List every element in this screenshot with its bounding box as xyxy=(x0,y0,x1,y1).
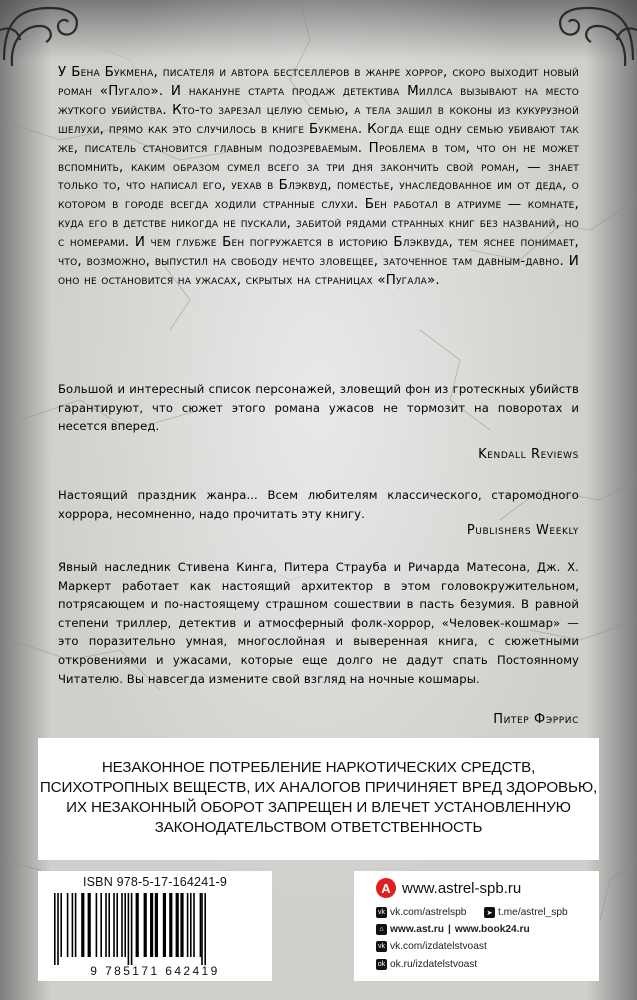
barcode-bar xyxy=(105,893,107,957)
corner-ornament-top-right xyxy=(547,0,637,70)
barcode-bar xyxy=(200,893,202,957)
barcode-bar xyxy=(155,893,158,957)
warning-line-4: ЗАКОНОДАТЕЛЬСТВОМ ОТВЕТСТВЕННОСТЬ xyxy=(154,819,483,836)
barcode-bar xyxy=(201,893,203,965)
barcode-bar xyxy=(150,893,153,957)
telegram-link[interactable] xyxy=(484,907,568,918)
review-quote-1: Большой и интересный список персонажей, зловещий фон из гротескных убийств гарантируют, что сюжет этого романа ужасов не тормозит на поворотах и несется вперед. xyxy=(58,382,579,434)
barcode-bar xyxy=(204,893,206,965)
barcode-bar xyxy=(81,893,84,957)
vk-izd-link[interactable] xyxy=(376,941,487,952)
barcode-bar xyxy=(169,893,172,957)
telegram-url[interactable]: t.me/astrel_spb xyxy=(498,907,568,918)
barcode-bar xyxy=(144,893,147,957)
review-source-1: Kendall Reviews xyxy=(478,447,579,462)
vk-izd-url[interactable]: vk.com/izdatelstvoast xyxy=(390,941,487,952)
barcode-bar xyxy=(72,893,74,957)
barcode-bar xyxy=(124,893,126,957)
barcode-bar xyxy=(180,893,183,957)
barcode-bar xyxy=(190,893,192,957)
warning-line-3: ИХ НЕЗАКОННЫЙ ОБОРОТ ЗАПРЕЩЕН И ВЛЕЧЕТ УСТАНОВЛЕННУЮ xyxy=(66,799,571,816)
barcode-bar xyxy=(100,893,102,957)
warning-line-2: ПСИХОТРОПНЫХ ВЕЩЕСТВ, ИХ АНАЛОГОВ ПРИЧИНЯЕТ ВРЕД ЗДОРОВЬЮ, xyxy=(39,779,598,796)
publisher-contacts-panel xyxy=(354,871,599,981)
astrel-logo-icon: A xyxy=(376,878,396,898)
ast-url[interactable]: www.ast.ru xyxy=(390,924,444,935)
shop-links xyxy=(376,924,530,935)
barcode-bar xyxy=(60,893,62,957)
corner-ornament-top-left xyxy=(0,0,90,70)
ok-izd-link[interactable] xyxy=(376,959,477,970)
barcode-bar xyxy=(67,893,69,957)
website-url[interactable]: www.astrel-spb.ru xyxy=(402,879,522,897)
barcode-bar xyxy=(54,893,56,965)
barcode-bar xyxy=(116,893,118,957)
links-separator: | xyxy=(447,924,451,935)
review-source-3: Питер Фэррис xyxy=(493,712,579,727)
synopsis-text: У Бена Букмена, писателя и автора бестселлеров в жанре хоррор, скоро выходит новый роман «Пугало». И накануне старта продаж детектива Миллса вызывают на место жуткого убийства. Кто-то зарезал целую семью, а тела зашил в коконы из кукурузной шелухи, прямо как это случилось в книге Букмена. Когда еще одну семью убивают так же, писатель становится главным подозреваемым. Проблема в том, что он не может вспомнить, каким образом сумел всего за три дня закончить свой роман, — знает только то, что написал его, уехав в Блэквуд, поместье, унаследованное им от деда, о котором в городе всегда ходили странные слухи. Бен работал в атриуме — комнате, куда его в детстве никогда не пускали, забитой рядами странных книг без названий, но с номерами. И чем глубже Бен погружается в историю Блэквуда, тем яснее понимает, что, возможно, выпустил на свободу нечто зловещее, заточенное там давным-давно. И оно не остановится на ужасах, скрытых на страницах «Пугала». xyxy=(58,65,579,288)
barcode-bar xyxy=(121,893,123,957)
barcode-bar xyxy=(108,893,110,957)
legal-warning-panel xyxy=(38,738,599,860)
barcode-bar xyxy=(96,893,98,957)
vk-icon: vk xyxy=(378,909,385,916)
barcode-bar xyxy=(131,893,133,965)
ok-icon: ok xyxy=(377,961,386,968)
warning-line-1: НЕЗАКОННОЕ ПОТРЕБЛЕНИЕ НАРКОТИЧЕСКИХ СРЕДСТВ, xyxy=(101,759,536,776)
vk-icon: vk xyxy=(378,943,385,950)
isbn-number: ISBN 978-5-17-164241-9 xyxy=(82,875,228,889)
barcode-bar xyxy=(136,893,139,957)
review-source-2: Publishers Weekly xyxy=(466,523,579,538)
barcode-icon xyxy=(50,893,262,965)
ok-izd-url[interactable]: ok.ru/izdatelstvoast xyxy=(390,959,478,970)
telegram-icon: ➤ xyxy=(484,907,495,918)
barcode-bar xyxy=(163,893,166,957)
barcode-bar xyxy=(113,893,115,957)
publisher-website[interactable] xyxy=(376,877,521,899)
barcode-bar xyxy=(187,893,189,957)
vk-astrel-url[interactable]: vk.com/astrelspb xyxy=(390,907,467,918)
review-quote-3: Явный наследник Стивена Кинга, Питера Страуба и Ричарда Матесона, Дж. Х. Маркерт работает как настоящий архитектор в этом головокружительном, потрясающем и по-настоящему страшном сошествии в пасть безумия. В равной степени триллер, детектив и атмосферный фолк-хоррор, «Человек-кошмар» — это поразительно умная, многослойная и выверенная книга, с сюжетными откровениями и ужасами, которые еще долго не дадут спать Постоянному Читателю. Вы навсегда измените свой взгляд на ночные кошмары. xyxy=(58,560,579,686)
review-quote-2: Настоящий праздник жанра... Всем любителям классического, старомодного хоррора, несомненно, надо прочитать эту книгу. xyxy=(58,488,579,521)
isbn-barcode-panel xyxy=(38,871,272,981)
barcode-digits: 9 785171 642419 xyxy=(90,964,220,978)
vk-astrel-link[interactable] xyxy=(376,907,466,918)
barcode-bar xyxy=(75,893,77,957)
barcode-bar xyxy=(88,893,91,957)
cart-icon: ⌂ xyxy=(376,924,387,935)
barcode-bar xyxy=(193,893,195,957)
book24-url[interactable]: www.book24.ru xyxy=(454,924,530,935)
barcode-bar xyxy=(57,893,59,965)
barcode-bar xyxy=(176,893,179,957)
barcode-bar xyxy=(128,893,130,965)
